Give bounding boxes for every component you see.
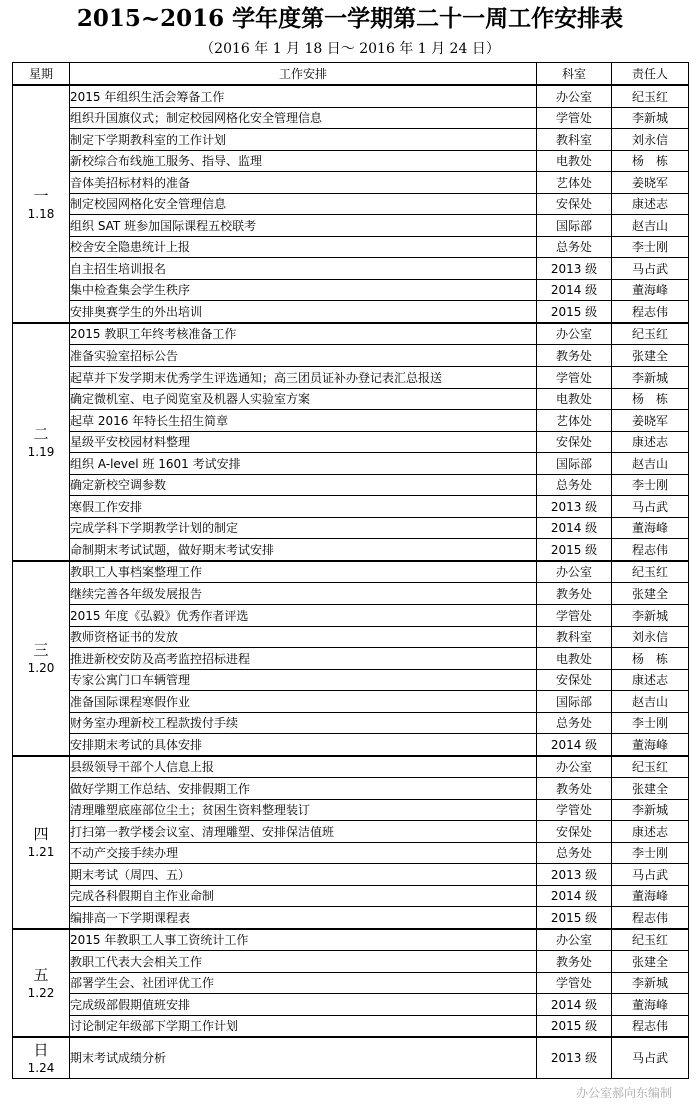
- table-row: [13, 410, 689, 432]
- person-cell: 康述志: [612, 431, 689, 453]
- dept-cell: 教务处: [537, 778, 612, 800]
- day-name: 二: [33, 424, 49, 443]
- task-cell: 2015 年教职工人事工资统计工作: [70, 929, 537, 951]
- person-cell: 赵吉山: [612, 453, 689, 475]
- dept-cell: 办公室: [537, 756, 612, 778]
- table-row: [13, 691, 689, 713]
- table-row: [13, 994, 689, 1016]
- header-day: 星期: [13, 63, 70, 86]
- dept-cell: 教科室: [537, 129, 612, 151]
- table-row: [13, 172, 689, 194]
- day-cell: [13, 323, 70, 561]
- person-cell: 杨 栋: [612, 648, 689, 670]
- person-cell: 程志伟: [612, 539, 689, 561]
- table-row: [13, 517, 689, 539]
- person-cell: 董海峰: [612, 885, 689, 907]
- table-row: [13, 864, 689, 886]
- dept-cell: 电教处: [537, 388, 612, 410]
- person-cell: 马占武: [612, 258, 689, 280]
- table-row: [13, 107, 689, 129]
- person-cell: 程志伟: [612, 1015, 689, 1037]
- day-date: 1.18: [27, 206, 55, 221]
- dept-cell: 教务处: [537, 951, 612, 973]
- dept-cell: 国际部: [537, 215, 612, 237]
- task-cell: 安排奥赛学生的外出培训: [70, 301, 537, 323]
- task-cell: 集中检查集会学生秩序: [70, 279, 537, 301]
- person-cell: 赵吉山: [612, 691, 689, 713]
- task-cell: 教师资格证书的发放: [70, 626, 537, 648]
- day-group: [13, 323, 689, 561]
- table-row: [13, 907, 689, 929]
- person-cell: 李士刚: [612, 842, 689, 864]
- task-cell: 组织升国旗仪式；制定校园网格化安全管理信息: [70, 107, 537, 129]
- table-row: [13, 756, 689, 778]
- dept-cell: 教科室: [537, 626, 612, 648]
- person-cell: 李士刚: [612, 236, 689, 258]
- schedule-table: [12, 62, 689, 1079]
- header-dept: 科室: [537, 63, 612, 86]
- task-cell: 继续完善各年级发展报告: [70, 583, 537, 605]
- table-row: [13, 279, 689, 301]
- table-row: [13, 323, 689, 345]
- task-cell: 音体美招标材料的准备: [70, 172, 537, 194]
- person-cell: 马占武: [612, 864, 689, 886]
- person-cell: 赵吉山: [612, 215, 689, 237]
- task-cell: 安排期末考试的具体安排: [70, 734, 537, 756]
- task-cell: 校舍安全隐患统计上报: [70, 236, 537, 258]
- table-row: [13, 85, 689, 107]
- dept-cell: 艺体处: [537, 172, 612, 194]
- person-cell: 姜晓军: [612, 410, 689, 432]
- table-row: [13, 604, 689, 626]
- task-cell: 教职工人事档案整理工作: [70, 561, 537, 583]
- table-row: [13, 799, 689, 821]
- task-cell: 新校综合布线施工服务、指导、监理: [70, 150, 537, 172]
- dept-cell: 办公室: [537, 323, 612, 345]
- day-date: 1.21: [27, 845, 55, 859]
- table-row: [13, 453, 689, 475]
- day-date: 1.19: [27, 444, 55, 459]
- table-row: [13, 345, 689, 367]
- person-cell: 李新城: [612, 366, 689, 388]
- date-range-subtitle: （2016 年 1 月 18 日～ 2016 年 1 月 24 日）: [200, 41, 500, 57]
- table-row: [13, 1015, 689, 1037]
- person-cell: 董海峰: [612, 994, 689, 1016]
- dept-cell: 2013 级: [537, 258, 612, 280]
- page-title: 2015~2016 学年度第一学期第二十一周工作安排表: [76, 5, 624, 32]
- table-row: [13, 366, 689, 388]
- table-row: [13, 301, 689, 323]
- table-row: [13, 885, 689, 907]
- table-row: [13, 929, 689, 951]
- person-cell: 纪玉红: [612, 561, 689, 583]
- dept-cell: 学管处: [537, 799, 612, 821]
- person-cell: 康述志: [612, 821, 689, 843]
- dept-cell: 学管处: [537, 604, 612, 626]
- dept-cell: 学管处: [537, 107, 612, 129]
- task-cell: 准备国际课程寒假作业: [70, 691, 537, 713]
- task-cell: 专家公寓门口车辆管理: [70, 669, 537, 691]
- day-cell: [13, 1037, 70, 1078]
- task-cell: 编排高一下学期课程表: [70, 907, 537, 929]
- task-cell: 确定微机室、电子阅览室及机器人实验室方案: [70, 388, 537, 410]
- dept-cell: 办公室: [537, 929, 612, 951]
- table-row: [13, 734, 689, 756]
- day-date: 1.22: [27, 985, 55, 1000]
- person-cell: 马占武: [612, 496, 689, 518]
- task-cell: 寒假工作安排: [70, 496, 537, 518]
- person-cell: 李新城: [612, 604, 689, 626]
- person-cell: 马占武: [612, 1037, 689, 1078]
- table-row: [13, 496, 689, 518]
- task-cell: 星级平安校园材料整理: [70, 431, 537, 453]
- dept-cell: 安保处: [537, 431, 612, 453]
- table-row: [13, 539, 689, 561]
- dept-cell: 2015 级: [537, 907, 612, 929]
- task-cell: 完成各科假期自主作业命制: [70, 885, 537, 907]
- day-cell: [13, 85, 70, 323]
- task-cell: 做好学期工作总结、安排假期工作: [70, 778, 537, 800]
- day-date: 1.24: [27, 1060, 55, 1075]
- dept-cell: 总务处: [537, 474, 612, 496]
- dept-cell: 2013 级: [537, 1037, 612, 1078]
- dept-cell: 2013 级: [537, 864, 612, 886]
- task-cell: 制定下学期教科室的工作计划: [70, 129, 537, 151]
- dept-cell: 办公室: [537, 561, 612, 583]
- person-cell: 董海峰: [612, 734, 689, 756]
- dept-cell: 学管处: [537, 366, 612, 388]
- task-cell: 准备实验室招标公告: [70, 345, 537, 367]
- header-person: 责任人: [612, 63, 689, 86]
- table-row: [13, 193, 689, 215]
- task-cell: 完成学科下学期教学计划的制定: [70, 517, 537, 539]
- dept-cell: 办公室: [537, 85, 612, 107]
- task-cell: 2015 年组织生活会筹备工作: [70, 85, 537, 107]
- task-cell: 制定校园网格化安全管理信息: [70, 193, 537, 215]
- table-row: [13, 431, 689, 453]
- table-row: [13, 778, 689, 800]
- table-row: [13, 1037, 689, 1078]
- footer-credit: 办公室郝向东编制: [575, 1086, 672, 1100]
- day-name: 日: [33, 1040, 49, 1059]
- day-group: [13, 85, 689, 323]
- table-row: [13, 388, 689, 410]
- person-cell: 李新城: [612, 107, 689, 129]
- task-cell: 起草并下发学期末优秀学生评选通知；高三团员证补办登记表汇总报送: [70, 366, 537, 388]
- task-cell: 县级领导干部个人信息上报: [70, 756, 537, 778]
- person-cell: 张建全: [612, 345, 689, 367]
- person-cell: 康述志: [612, 193, 689, 215]
- person-cell: 李新城: [612, 972, 689, 994]
- person-cell: 姜晓军: [612, 172, 689, 194]
- day-group: [13, 1037, 689, 1078]
- person-cell: 杨 栋: [612, 388, 689, 410]
- person-cell: 张建全: [612, 778, 689, 800]
- person-cell: 张建全: [612, 951, 689, 973]
- dept-cell: 教务处: [537, 583, 612, 605]
- day-name: 四: [33, 825, 49, 843]
- task-cell: 确定新校空调参数: [70, 474, 537, 496]
- dept-cell: 2013 级: [537, 496, 612, 518]
- task-cell: 财务室办理新校工程款拨付手续: [70, 712, 537, 734]
- dept-cell: 艺体处: [537, 410, 612, 432]
- day-name: 三: [33, 641, 49, 659]
- task-cell: 命制期末考试试题，做好期末考试安排: [70, 539, 537, 561]
- dept-cell: 2015 级: [537, 301, 612, 323]
- table-row: [13, 648, 689, 670]
- day-name: 五: [33, 965, 49, 984]
- task-cell: 自主招生培训报名: [70, 258, 537, 280]
- task-cell: 组织 SAT 班参加国际课程五校联考: [70, 215, 537, 237]
- dept-cell: 总务处: [537, 712, 612, 734]
- day-cell: [13, 929, 70, 1038]
- day-cell: [13, 561, 70, 756]
- day-group: [13, 756, 689, 929]
- person-cell: 纪玉红: [612, 756, 689, 778]
- task-cell: 推进新校安防及高考监控招标进程: [70, 648, 537, 670]
- day-group: [13, 929, 689, 1038]
- person-cell: 纪玉红: [612, 85, 689, 107]
- task-cell: 期末考试（周四、五）: [70, 864, 537, 886]
- table-row: [13, 258, 689, 280]
- dept-cell: 电教处: [537, 150, 612, 172]
- task-cell: 2015 教职工年终考核准备工作: [70, 323, 537, 345]
- task-cell: 部署学生会、社团评优工作: [70, 972, 537, 994]
- table-row: [13, 842, 689, 864]
- dept-cell: 国际部: [537, 691, 612, 713]
- task-cell: 不动产交接手续办理: [70, 842, 537, 864]
- person-cell: 张建全: [612, 583, 689, 605]
- person-cell: 纪玉红: [612, 323, 689, 345]
- task-cell: 2015 年度《弘毅》优秀作者评选: [70, 604, 537, 626]
- person-cell: 李士刚: [612, 474, 689, 496]
- task-cell: 打扫第一教学楼会议室、清理雕塑、安排保洁值班: [70, 821, 537, 843]
- dept-cell: 安保处: [537, 193, 612, 215]
- table-header: [13, 63, 689, 86]
- dept-cell: 学管处: [537, 972, 612, 994]
- person-cell: 董海峰: [612, 517, 689, 539]
- person-cell: 康述志: [612, 669, 689, 691]
- dept-cell: 2014 级: [537, 734, 612, 756]
- person-cell: 程志伟: [612, 301, 689, 323]
- day-date: 1.20: [27, 661, 55, 675]
- table-row: [13, 129, 689, 151]
- table-row: [13, 474, 689, 496]
- task-cell: 清理雕塑底座部位尘土；贫困生资料整理装订: [70, 799, 537, 821]
- dept-cell: 2014 级: [537, 885, 612, 907]
- dept-cell: 国际部: [537, 453, 612, 475]
- person-cell: 纪玉红: [612, 929, 689, 951]
- dept-cell: 总务处: [537, 842, 612, 864]
- task-cell: 教职工代表大会相关工作: [70, 951, 537, 973]
- table-row: [13, 821, 689, 843]
- dept-cell: 教务处: [537, 345, 612, 367]
- person-cell: 董海峰: [612, 279, 689, 301]
- dept-cell: 2014 级: [537, 517, 612, 539]
- task-cell: 讨论制定年级部下学期工作计划: [70, 1015, 537, 1037]
- task-cell: 组织 A-level 班 1601 考试安排: [70, 453, 537, 475]
- day-name: 一: [33, 186, 49, 205]
- table-row: [13, 150, 689, 172]
- dept-cell: 2014 级: [537, 994, 612, 1016]
- table-row: [13, 583, 689, 605]
- header-row: [13, 63, 689, 86]
- table-row: [13, 215, 689, 237]
- table-row: [13, 669, 689, 691]
- person-cell: 程志伟: [612, 907, 689, 929]
- day-cell: [13, 756, 70, 929]
- dept-cell: 2014 级: [537, 279, 612, 301]
- dept-cell: 安保处: [537, 669, 612, 691]
- dept-cell: 电教处: [537, 648, 612, 670]
- table-row: [13, 972, 689, 994]
- dept-cell: 安保处: [537, 821, 612, 843]
- table-row: [13, 236, 689, 258]
- dept-cell: 2015 级: [537, 1015, 612, 1037]
- dept-cell: 2015 级: [537, 539, 612, 561]
- task-cell: 期末考试成绩分析: [70, 1037, 537, 1078]
- table-row: [13, 561, 689, 583]
- header-task: 工作安排: [70, 63, 537, 86]
- person-cell: 杨 栋: [612, 150, 689, 172]
- person-cell: 刘永信: [612, 129, 689, 151]
- person-cell: 李新城: [612, 799, 689, 821]
- table-row: [13, 951, 689, 973]
- day-group: [13, 561, 689, 756]
- person-cell: 李士刚: [612, 712, 689, 734]
- person-cell: 刘永信: [612, 626, 689, 648]
- task-cell: 完成级部假期值班安排: [70, 994, 537, 1016]
- dept-cell: 总务处: [537, 236, 612, 258]
- table-row: [13, 626, 689, 648]
- table-row: [13, 712, 689, 734]
- task-cell: 起草 2016 年特长生招生简章: [70, 410, 537, 432]
